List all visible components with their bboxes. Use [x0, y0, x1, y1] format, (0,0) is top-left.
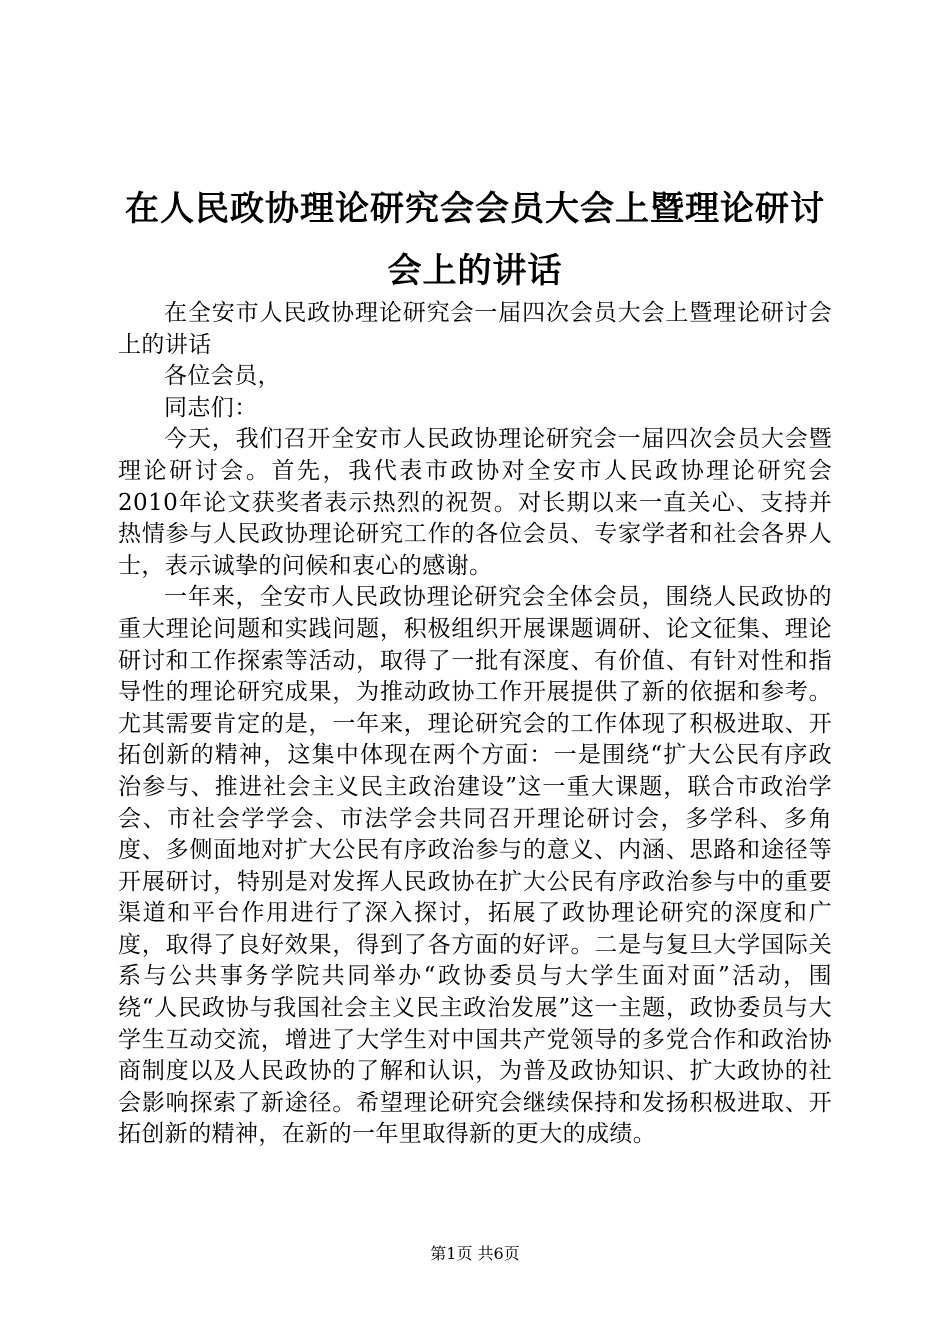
document-body: [118, 298, 832, 1151]
paragraph-opening: 今天，我们召开全安市人民政协理论研究会一届四次会员大会暨理论研讨会。首先，我代表市政协对全安市人民政协理论研究会2010年论文获奖者表示热烈的祝贺。对长期以来一直关心、支持并热情参与人民政协理论研究工作的各位会员、专家学者和社会各界人士，表示诚挚的问候和衷心的感谢。: [118, 426, 832, 579]
paragraph-subtitle: 在全安市人民政协理论研究会一届四次会员大会上暨理论研讨会上的讲话: [118, 300, 832, 358]
paragraph-salutation-members: 各位会员，: [164, 363, 281, 390]
paragraph-salutation-comrades: 同志们：: [164, 394, 258, 421]
document-title: 在人民政协理论研究会会员大会上暨理论研讨会上的讲话: [125, 189, 825, 291]
page-footer: 第1页 共6页: [430, 1244, 520, 1263]
paragraph-review: 一年来，全安市人民政协理论研究会全体会员，围绕人民政协的重大理论问题和实践问题，积极组织开展课题调研、论文征集、理论研讨和工作探索等活动，取得了一批有深度、有价值、有针对性和指导性的理论研究成果，为推动政协工作开展提供了新的依据和参考。尤其需要肯定的是，一年来，理论研究会的工作体现了积极进取、开拓创新的精神，这集中体现在两个方面：一是围绕“扩大公民有序政治参与、推进社会主义民主政治建设”这一重大课题，联合市政治学会、市社会学学会、市法学会共同召开理论研讨会，多学科、多角度、多侧面地对扩大公民有序政治参与的意义、内涵、思路和途径等开展研讨，特别是对发挥人民政协在扩大公民有序政治参与中的重要渠道和平台作用进行了深入探讨，拓展了政协理论研究的深度和广度，取得了良好效果，得到了各方面的好评。二是与复旦大学国际关系与公共事务学院共同举办“政协委员与大学生面对面”活动，围绕“人民政协与我国社会主义民主政治发展”这一主题，政协委员与大学生互动交流，增进了大学生对中国共产党领导的多党合作和政治协商制度以及人民政协的了解和认识，为普及政协知识、扩大政协的社会影响探索了新途径。希望理论研究会继续保持和发扬积极进取、开拓创新的精神，在新的一年里取得新的更大的成绩。: [118, 584, 832, 1148]
